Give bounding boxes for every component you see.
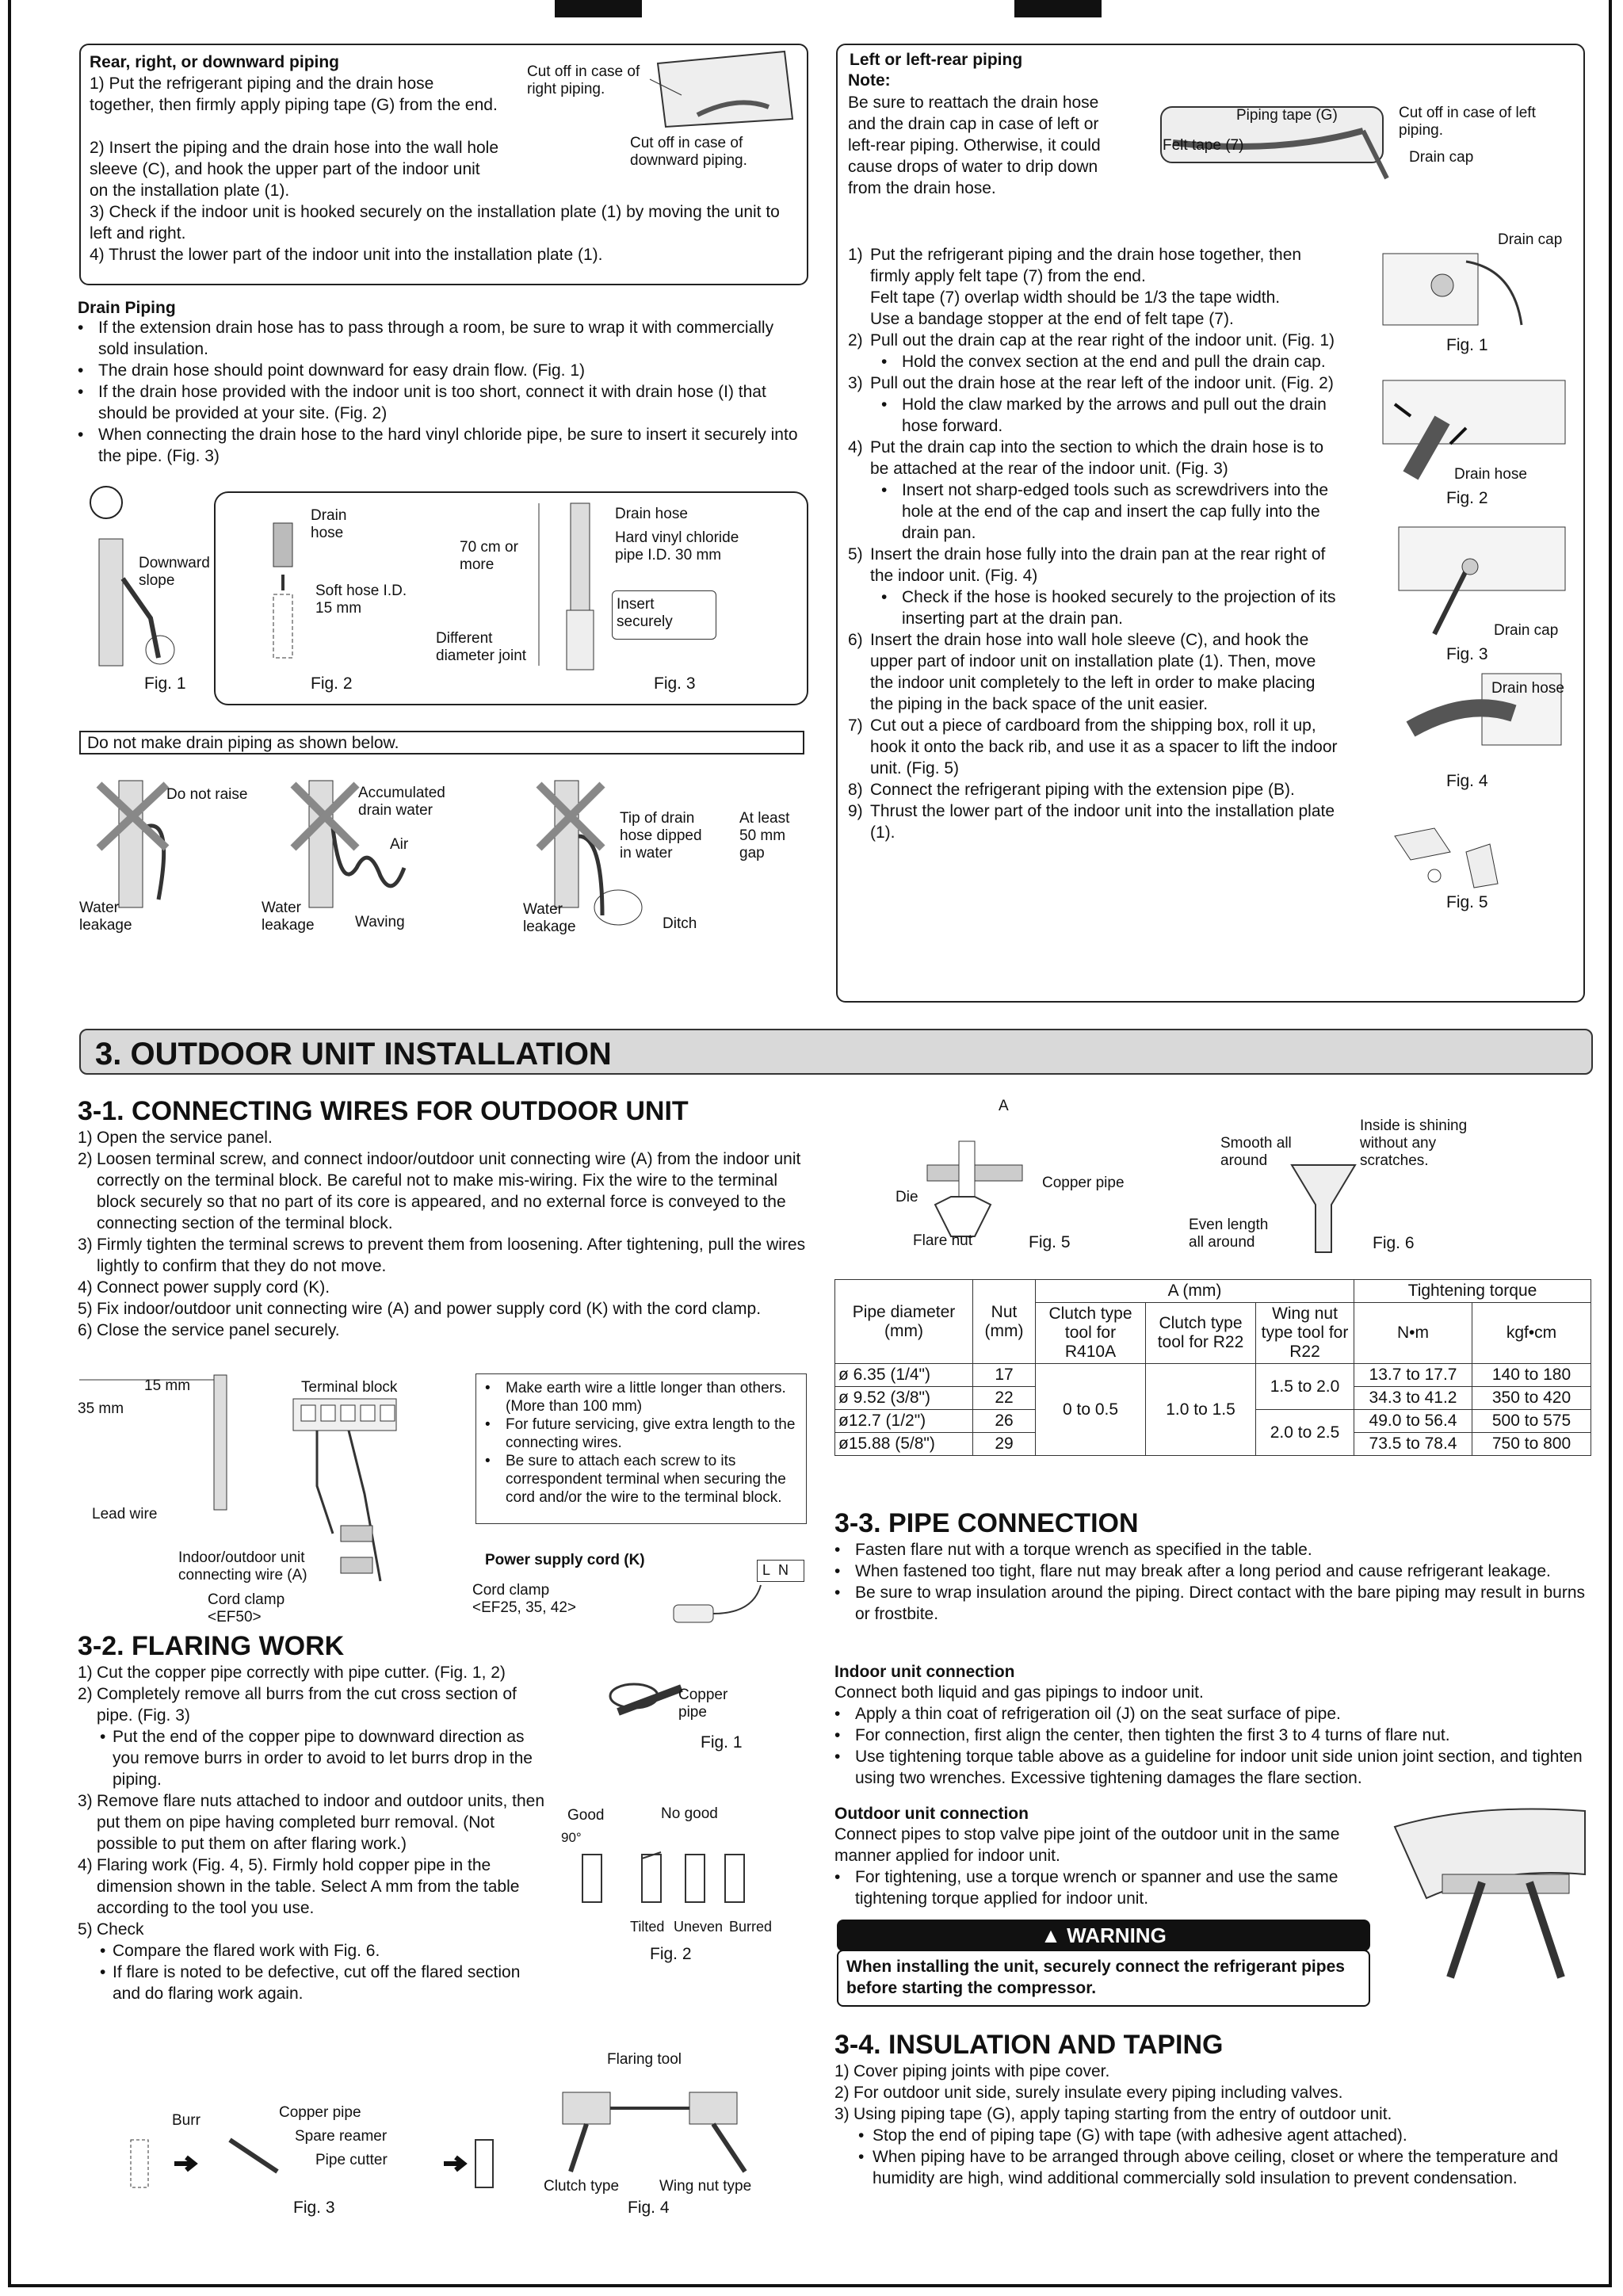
- indoor-connection-text: Connect both liquid and gas pipings to indoor unit.: [834, 1683, 1204, 1702]
- label-downward-slope: Downward slope: [139, 555, 210, 589]
- drain-fig3-caption: Fig. 3: [654, 674, 696, 693]
- s33-title: 3-3. PIPE CONNECTION: [834, 1508, 1139, 1538]
- label-L: L: [762, 1562, 771, 1578]
- right-fig1-caption: Fig. 1: [1446, 336, 1488, 354]
- flare-shape-fig6-illustration: [1284, 1157, 1363, 1260]
- drain-cap-fig1-illustration: [1379, 238, 1537, 333]
- s34-step: 3) Using piping tape (G), apply taping starting from the entry of outdoor unit. • Stop the end of piping tape (G) with tape (with adhesive agent attached). • When piping have to be arranged through above ceiling, closet or where the temperature and humidity are high, wind additional commercially sold insulation to prevent condensation.: [834, 2105, 1559, 2187]
- label-smooth: Smooth all around: [1220, 1135, 1292, 1169]
- left-step-9: 9) Thrust the lower part of the indoor unit into the installation plate (1).: [848, 802, 1335, 842]
- flare-fig5-caption: Fig. 5: [1029, 1233, 1071, 1251]
- right-fig3-caption: Fig. 3: [1446, 645, 1488, 663]
- indoor-connection-title: Indoor unit connection: [834, 1663, 1015, 1681]
- label-piping-tape: Piping tape (G): [1236, 107, 1338, 124]
- left-step-1: 1) Put the refrigerant piping and the drain hose together, then firmly apply felt tape (7) from the end. Felt tape (7) overlap width should be 1/3 the tape width. Use a bandage stopper at the end of felt tape (7).: [848, 246, 1302, 328]
- cell-pipe: ø15.88 (5/8"): [835, 1433, 973, 1456]
- flare-fig3-caption: Fig. 3: [293, 2199, 335, 2217]
- s31-step: 2) Loosen terminal screw, and connect indoor/outdoor unit connecting wire (A) from the indoor unit correctly on the terminal block. Be careful not to make mis-wiring. Fix the wire to the terminal block securely so that no part of its core is appeared, and no external force is conveyed to the connecting section of the terminal block.: [78, 1150, 801, 1232]
- label-do-not-raise: Do not raise: [166, 786, 248, 803]
- label-inside-shining: Inside is shining without any scratches.: [1360, 1117, 1468, 1169]
- outdoor-bullet: • For tightening, use a torque wrench or spanner and use the same tightening torque applied for indoor unit.: [834, 1868, 1338, 1908]
- label-drain-cap-fig1: Drain cap: [1498, 231, 1563, 248]
- drain-fig1-caption: Fig. 1: [144, 674, 186, 693]
- drain-fig2-illustration: [262, 507, 309, 666]
- label-35mm: 35 mm: [78, 1400, 124, 1417]
- wiring-note: • Be sure to attach each screw to its correspondent terminal when securing the cord and/or the wire to the terminal block.: [485, 1453, 786, 1506]
- rear-piping-step-3: 3) Check if the indoor unit is hooked securely on the installation plate (1) by moving the unit to left and right.: [90, 203, 780, 243]
- s31-step: 4) Connect power supply cord (K).: [78, 1278, 330, 1297]
- label-drain-cap-fig3: Drain cap: [1494, 622, 1559, 639]
- left-step-8: 8) Connect the refrigerant piping with the extension pipe (B).: [848, 781, 1295, 799]
- label-even-length: Even length all around: [1189, 1217, 1269, 1251]
- label-water-leakage-2: Water leakage: [262, 900, 315, 934]
- cell-nut: 17: [973, 1364, 1036, 1387]
- indoor-unit-rear-illustration: [650, 48, 800, 135]
- label-70cm: 70 cm or more: [460, 539, 518, 573]
- label-tip-dipped: Tip of drain hose dipped in water: [620, 810, 702, 861]
- cut-quality-fig2-illustration: [579, 1843, 769, 1914]
- cell-nm: 13.7 to 17.7: [1354, 1364, 1472, 1387]
- right-fig5-caption: Fig. 5: [1446, 893, 1488, 911]
- label-drain-cap-top: Drain cap: [1409, 149, 1474, 166]
- label-terminal-block: Terminal block: [301, 1379, 398, 1396]
- flare-fig4-caption: Fig. 4: [628, 2199, 670, 2217]
- s34-title: 3-4. INSULATION AND TAPING: [834, 2030, 1224, 2060]
- label-wing-nut-type: Wing nut type: [659, 2178, 752, 2195]
- label-cord-clamp-ef50: Cord clamp <EF50>: [208, 1591, 285, 1626]
- s32-step: 3) Remove flare nuts attached to indoor and outdoor units, then put them on pipe having completed burr removal. (Not possible to put them on after flaring work.): [78, 1792, 545, 1853]
- label-different-joint: Different diameter joint: [436, 630, 527, 664]
- label-uneven: Uneven: [674, 1919, 724, 1935]
- flaring-tool-fig4-illustration: [547, 2061, 785, 2179]
- s33-bullet: • Fasten flare nut with a torque wrench as specified in the table.: [834, 1541, 1312, 1559]
- rear-piping-step-4: 4) Thrust the lower part of the indoor unit into the installation plate (1).: [90, 246, 603, 264]
- label-A: A: [999, 1098, 1009, 1114]
- outdoor-connection-title: Outdoor unit connection: [834, 1805, 1029, 1823]
- s31-step: 3) Firmly tighten the terminal screws to prevent them from loosening. After tightening, pull the wires lightly to confirm that they do not move.: [78, 1236, 806, 1275]
- flare-fig1-caption: Fig. 1: [701, 1733, 743, 1752]
- s31-title: 3-1. CONNECTING WIRES FOR OUTDOOR UNIT: [78, 1096, 689, 1126]
- s34-step: 2) For outdoor unit side, surely insulate every piping including valves.: [834, 2084, 1343, 2102]
- cell-kgf: 140 to 180: [1472, 1364, 1591, 1387]
- flare-fig6-caption: Fig. 6: [1373, 1234, 1415, 1252]
- s33-bullets: [834, 1539, 1591, 1625]
- th-nm: N•m: [1354, 1303, 1472, 1364]
- warning-bar: [837, 1920, 1370, 1951]
- label-water-leakage-1: Water leakage: [79, 900, 132, 934]
- s34-steps: [834, 2061, 1591, 2189]
- label-accumulated: Accumulated drain water: [358, 785, 445, 819]
- left-step-6: 6) Insert the drain hose into wall hole sleeve (C), and hook the upper part of indoor unit on installation plate (1). Then, move the indoor unit completely to the left in order to make placing the piping in the back space of the unit easier.: [848, 631, 1316, 713]
- s34-step: 1) Cover piping joints with pipe cover.: [834, 2062, 1110, 2080]
- rear-piping-step-1: 1) Put the refrigerant piping and the drain hose together, then firmly apply piping tape (G) from the end.: [90, 74, 498, 114]
- left-piping-title: Left or left-rear piping: [850, 51, 1023, 69]
- cell-kgf: 500 to 575: [1472, 1410, 1591, 1433]
- label-soft-hose: Soft hose I.D. 15 mm: [315, 583, 407, 617]
- right-fig2-caption: Fig. 2: [1446, 489, 1488, 507]
- warning-text: When installing the unit, securely connect the refrigerant pipes before starting the compressor.: [846, 1958, 1345, 1997]
- left-step-7: 7) Cut out a piece of cardboard from the shipping box, roll it up, hook it onto the back rib, and use it as a spacer to lift the indoor unit. (Fig. 5): [848, 716, 1338, 777]
- label-flaring-tool: Flaring tool: [607, 2051, 682, 2068]
- label-90deg: 90°: [561, 1830, 582, 1845]
- s33-bullet: • Be sure to wrap insulation around the piping. Direct contact with the bare piping may result in burns or frostbite.: [834, 1584, 1586, 1623]
- s31-steps: [78, 1127, 807, 1341]
- label-power-supply: Power supply cord (K): [485, 1552, 645, 1568]
- label-15mm: 15 mm: [144, 1377, 191, 1394]
- drain-fig1-illustration: [87, 531, 182, 674]
- label-pipe-cutter: Pipe cutter: [315, 2152, 388, 2168]
- rear-piping-step-2: 2) Insert the piping and the drain hose into the wall hole sleeve (C), and hook the upper part of the indoor unit on the installation plate (1).: [90, 139, 499, 200]
- label-clutch-type: Clutch type: [544, 2178, 620, 2195]
- cell-wing-a: 1.5 to 2.0: [1256, 1364, 1354, 1410]
- label-drain-hose-fig2: Drain hose: [1454, 466, 1527, 483]
- label-burr: Burr: [172, 2112, 200, 2129]
- drain-bullet: • When connecting the drain hose to the hard vinyl chloride pipe, be sure to insert it securely into the pipe. (Fig. 3): [78, 426, 798, 465]
- s32-step: 5) Check • Compare the flared work with Fig. 6. • If flare is noted to be defective, cut off the flared section and do flaring work again.: [78, 1920, 521, 2003]
- label-no-good: No good: [661, 1805, 718, 1822]
- top-tab-left: [555, 0, 642, 17]
- label-burred: Burred: [729, 1919, 773, 1935]
- label-insert-securely: Insert securely: [617, 596, 673, 630]
- label-cut-left: Cut off in case of left piping.: [1399, 105, 1536, 139]
- wiring-note: • Make earth wire a little longer than others. (More than 100 mm): [485, 1380, 786, 1415]
- th-nut: Nut (mm): [973, 1280, 1036, 1364]
- s31-step: 6) Close the service panel securely.: [78, 1321, 340, 1339]
- table-row: [835, 1364, 1591, 1387]
- cell-pipe: ø 9.52 (3/8"): [835, 1387, 973, 1410]
- label-drain-hose-fig4: Drain hose: [1491, 680, 1564, 697]
- drain-bullet: • The drain hose should point downward for easy drain flow. (Fig. 1): [78, 361, 585, 380]
- cell-clutch-r22: 1.0 to 1.5: [1146, 1364, 1256, 1456]
- label-spare-reamer: Spare reamer: [295, 2128, 388, 2145]
- warning-icon: ▲: [1041, 1924, 1061, 1947]
- th-clutch-r22: Clutch type tool for R22: [1146, 1303, 1256, 1364]
- s31-step: 1) Open the service panel.: [78, 1129, 273, 1147]
- cell-nut: 26: [973, 1410, 1036, 1433]
- cell-nm: 73.5 to 78.4: [1354, 1433, 1472, 1456]
- wiring-note: • For future servicing, give extra length to the connecting wires.: [485, 1416, 796, 1451]
- drain-piping-bullets: [78, 317, 805, 467]
- label-at-least: At least 50 mm gap: [739, 810, 790, 861]
- outdoor-connection-bullets: [834, 1866, 1373, 1909]
- s32-step: 2) Completely remove all burrs from the cut cross section of pipe. (Fig. 3) • Put the end of the copper pipe to downward direction as you remove burrs in order to avoid to let burrs drop in the piping.: [78, 1685, 533, 1789]
- left-step-4: 4) Put the drain cap into the section to which the drain hose is to be attached at the rear of the indoor unit. (Fig. 3) • Insert not sharp-edged tools such as screwdrivers into the hole at the end of the cap and insert the cap fully into the drain pan.: [848, 438, 1329, 542]
- cell-pipe: ø12.7 (1/2"): [835, 1410, 973, 1433]
- power-cord-plug-illustration: [674, 1585, 769, 1633]
- th-clutch-r410a: Clutch type tool for R410A: [1036, 1303, 1146, 1364]
- drain-bullet: • If the extension drain hose has to pass through a room, be sure to wrap it with commercially sold insulation.: [78, 319, 774, 358]
- ok-circle-icon: [87, 483, 125, 521]
- label-copper-pipe-fig5: Copper pipe: [1042, 1175, 1125, 1191]
- label-good: Good: [567, 1807, 605, 1824]
- left-step-3: 3) Pull out the drain hose at the rear left of the indoor unit. (Fig. 2) • Hold the claw marked by the arrows and pull out the drain hose forward.: [848, 374, 1334, 435]
- label-lead-wire: Lead wire: [92, 1506, 158, 1522]
- s31-step: 5) Fix indoor/outdoor unit connecting wire (A) and power supply cord (K) with the cord clamp.: [78, 1300, 762, 1318]
- drain-piping-title: Drain Piping: [78, 299, 176, 317]
- label-water-leakage-3: Water leakage: [523, 901, 576, 935]
- th-wing-r22: Wing nut type tool for R22: [1256, 1303, 1354, 1364]
- label-cut-down: Cut off in case of downward piping.: [630, 135, 747, 169]
- label-connecting-wire: Indoor/outdoor unit connecting wire (A): [178, 1549, 307, 1584]
- s32-steps: [78, 1662, 549, 2004]
- label-ditch: Ditch: [663, 915, 697, 932]
- section-3-header: 3. OUTDOOR UNIT INSTALLATION: [79, 1029, 1593, 1075]
- left-step-2: 2) Pull out the drain cap at the rear right of the indoor unit. (Fig. 1) • Hold the convex section at the end and pull the drain cap.: [848, 331, 1335, 371]
- wiring-notes: [485, 1379, 798, 1507]
- warning-title: WARNING: [1067, 1924, 1167, 1947]
- left-piping-steps: [848, 244, 1339, 843]
- note-text: Be sure to reattach the drain hose and the drain cap in case of left or left-rear piping. Otherwise, it could cause drops of water to drip down from the drain hose.: [848, 94, 1101, 197]
- right-fig4-caption: Fig. 4: [1446, 772, 1488, 790]
- th-kgf: kgf•cm: [1472, 1303, 1591, 1364]
- cell-nut: 29: [973, 1433, 1036, 1456]
- th-pipe-diameter: Pipe diameter (mm): [835, 1280, 973, 1364]
- label-die: Die: [896, 1189, 918, 1205]
- spacer-fig5-illustration: [1379, 812, 1537, 892]
- label-waving: Waving: [355, 914, 405, 930]
- label-flare-nut: Flare nut: [913, 1232, 972, 1249]
- cell-nut: 22: [973, 1387, 1036, 1410]
- label-tilted: Tilted: [630, 1919, 665, 1935]
- drain-fig2-caption: Fig. 2: [311, 674, 353, 693]
- cell-pipe: ø 6.35 (1/4"): [835, 1364, 973, 1387]
- flare-fig2-caption: Fig. 2: [650, 1945, 692, 1963]
- label-copper-pipe-fig3: Copper pipe: [279, 2104, 361, 2121]
- ln-terminal: [757, 1560, 804, 1582]
- label-felt-tape: Felt tape (7): [1163, 137, 1244, 154]
- label-air: Air: [390, 836, 409, 853]
- cell-nm: 49.0 to 56.4: [1354, 1410, 1472, 1433]
- wrench-tightening-illustration: [1379, 1803, 1591, 1985]
- cell-kgf: 350 to 420: [1472, 1387, 1591, 1410]
- cell-wing-b: 2.0 to 2.5: [1256, 1410, 1354, 1456]
- flare-torque-table: [834, 1279, 1591, 1456]
- label-cut-right: Cut off in case of right piping.: [527, 63, 640, 97]
- rear-piping-title: Rear, right, or downward piping: [90, 53, 340, 71]
- label-cord-clamp-ef25: Cord clamp <EF25, 35, 42>: [472, 1582, 576, 1616]
- indoor-bullet: • For connection, first align the center, then tighten the first 3 to 4 turns of flare nut.: [834, 1726, 1450, 1744]
- outdoor-connection-text: Connect pipes to stop valve pipe joint of the outdoor unit in the same manner applied for indoor unit.: [834, 1825, 1340, 1865]
- s33-bullet: • When fastened too tight, flare nut may break after a long period and cause refrigerant leakage.: [834, 1562, 1551, 1580]
- top-tab-right: [1014, 0, 1102, 17]
- label-N: N: [778, 1562, 789, 1578]
- label-hard-vinyl: Hard vinyl chloride pipe I.D. 30 mm: [615, 529, 739, 563]
- s32-title: 3-2. FLARING WORK: [78, 1631, 345, 1661]
- th-tightening-torque: Tightening torque: [1354, 1280, 1591, 1303]
- cell-clutch-r410a: 0 to 0.5: [1036, 1364, 1146, 1456]
- label-drain-hose-2: Drain hose: [615, 506, 688, 522]
- note-title: Note:: [848, 71, 891, 90]
- indoor-bullet: • Use tightening torque table above as a guideline for indoor unit side union joint section, and tighten using two wrenches. Excessive tightening damages the flare section.: [834, 1748, 1583, 1787]
- left-step-5: 5) Insert the drain hose fully into the drain pan at the rear right of the indoor unit. (Fig. 4) • Check if the hose is hooked securely to the projection of its inserting part at the drain pan.: [848, 545, 1336, 628]
- drain-bullet: • If the drain hose provided with the indoor unit is too short, connect it with drain hose (I) that should be provided at your site. (Fig. 2): [78, 383, 766, 422]
- cell-kgf: 750 to 800: [1472, 1433, 1591, 1456]
- label-copper-pipe-fig1: Copper pipe: [678, 1687, 728, 1721]
- indoor-bullet: • Apply a thin coat of refrigeration oil (J) on the seat surface of pipe.: [834, 1705, 1341, 1723]
- indoor-connection-bullets: [834, 1703, 1591, 1789]
- th-a-mm: A (mm): [1036, 1280, 1354, 1303]
- label-drain-hose: Drain hose: [311, 507, 347, 541]
- cell-nm: 34.3 to 41.2: [1354, 1387, 1472, 1410]
- s32-step: 4) Flaring work (Fig. 4, 5). Firmly hold copper pipe in the dimension shown in the table. Select A mm from the table according to the tool you use.: [78, 1856, 520, 1917]
- do-not-title: Do not make drain piping as shown below.: [87, 734, 399, 752]
- s32-step: 1) Cut the copper pipe correctly with pipe cutter. (Fig. 1, 2): [78, 1664, 506, 1682]
